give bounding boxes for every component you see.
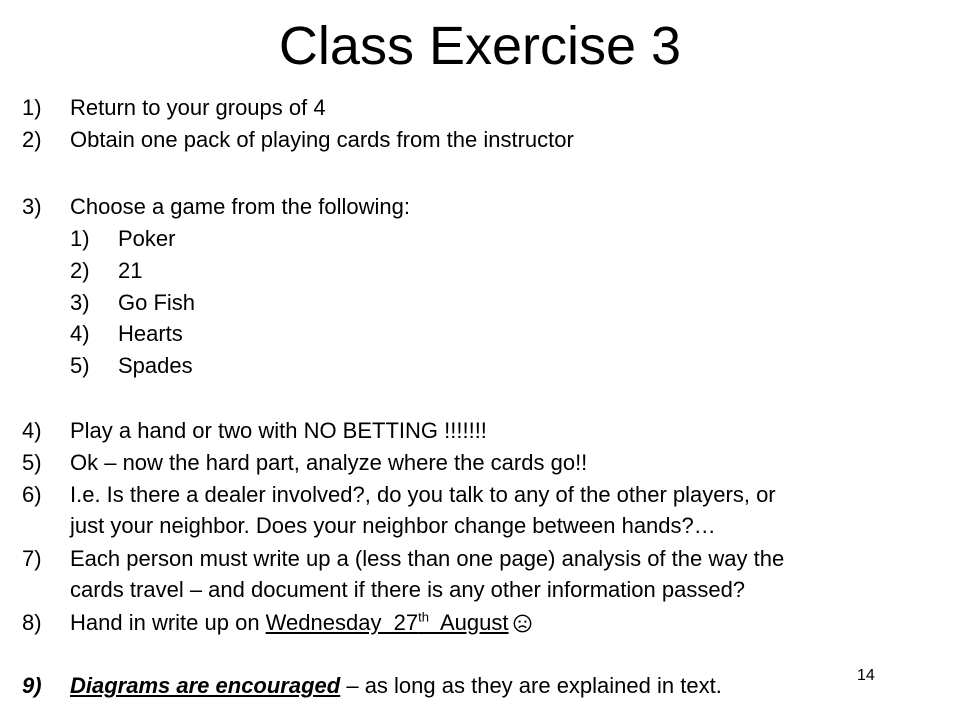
item-text: 21 [118, 258, 143, 283]
item-text: Choose a game from the following: [70, 194, 410, 219]
item-number: 5) [22, 450, 42, 475]
item-number: 4) [70, 321, 90, 346]
item-number: 9) [22, 673, 42, 698]
item-number: 2) [70, 258, 90, 283]
item-number: 4) [22, 418, 42, 443]
item-text: Ok – now the hard part, analyze where the cards go!! [70, 450, 588, 475]
item-number: 5) [70, 353, 90, 378]
emphasis-text: Diagrams are encouraged [70, 673, 341, 698]
item-text [70, 607, 532, 638]
item-text: Obtain one pack of playing cards from the instructor [70, 127, 574, 152]
due-date-day: Wednesday 27 [265, 610, 419, 635]
page-number: 14 [857, 667, 875, 684]
item-number: 1) [22, 95, 42, 120]
item-text: Return to your groups of 4 [70, 95, 326, 120]
item-text [70, 670, 722, 701]
item-text-rest: – as long as they are explained in text. [340, 673, 722, 698]
item-text: Hearts [118, 321, 183, 346]
item-text-continuation: cards travel – and document if there is any other information passed? [70, 577, 746, 602]
item-text: Each person must write up a (less than one page) analysis of the way the [70, 546, 785, 571]
slide-title: Class Exercise 3 [278, 16, 682, 76]
item-text: Spades [118, 353, 193, 378]
due-date [266, 610, 509, 635]
due-date-month: August [429, 610, 509, 635]
item-text: Go Fish [118, 290, 196, 315]
item-number: 1) [70, 226, 90, 251]
item-text: Poker [118, 226, 176, 251]
item-number: 2) [22, 127, 42, 152]
item-number: 3) [22, 194, 42, 219]
item-text: Play a hand or two with NO BETTING !!!!!!! [70, 418, 487, 443]
item-number: 7) [22, 546, 42, 571]
item-number: 3) [70, 290, 90, 315]
item-number: 6) [22, 482, 42, 507]
item-text-prefix: Hand in write up on [70, 610, 266, 635]
frown-icon [513, 614, 532, 633]
due-date-ordinal: th [418, 609, 429, 625]
item-text: I.e. Is there a dealer involved?, do you talk to any of the other players, or [70, 482, 776, 507]
item-text-continuation: just your neighbor. Does your neighbor change between hands?… [70, 513, 716, 538]
item-number: 8) [22, 610, 42, 635]
